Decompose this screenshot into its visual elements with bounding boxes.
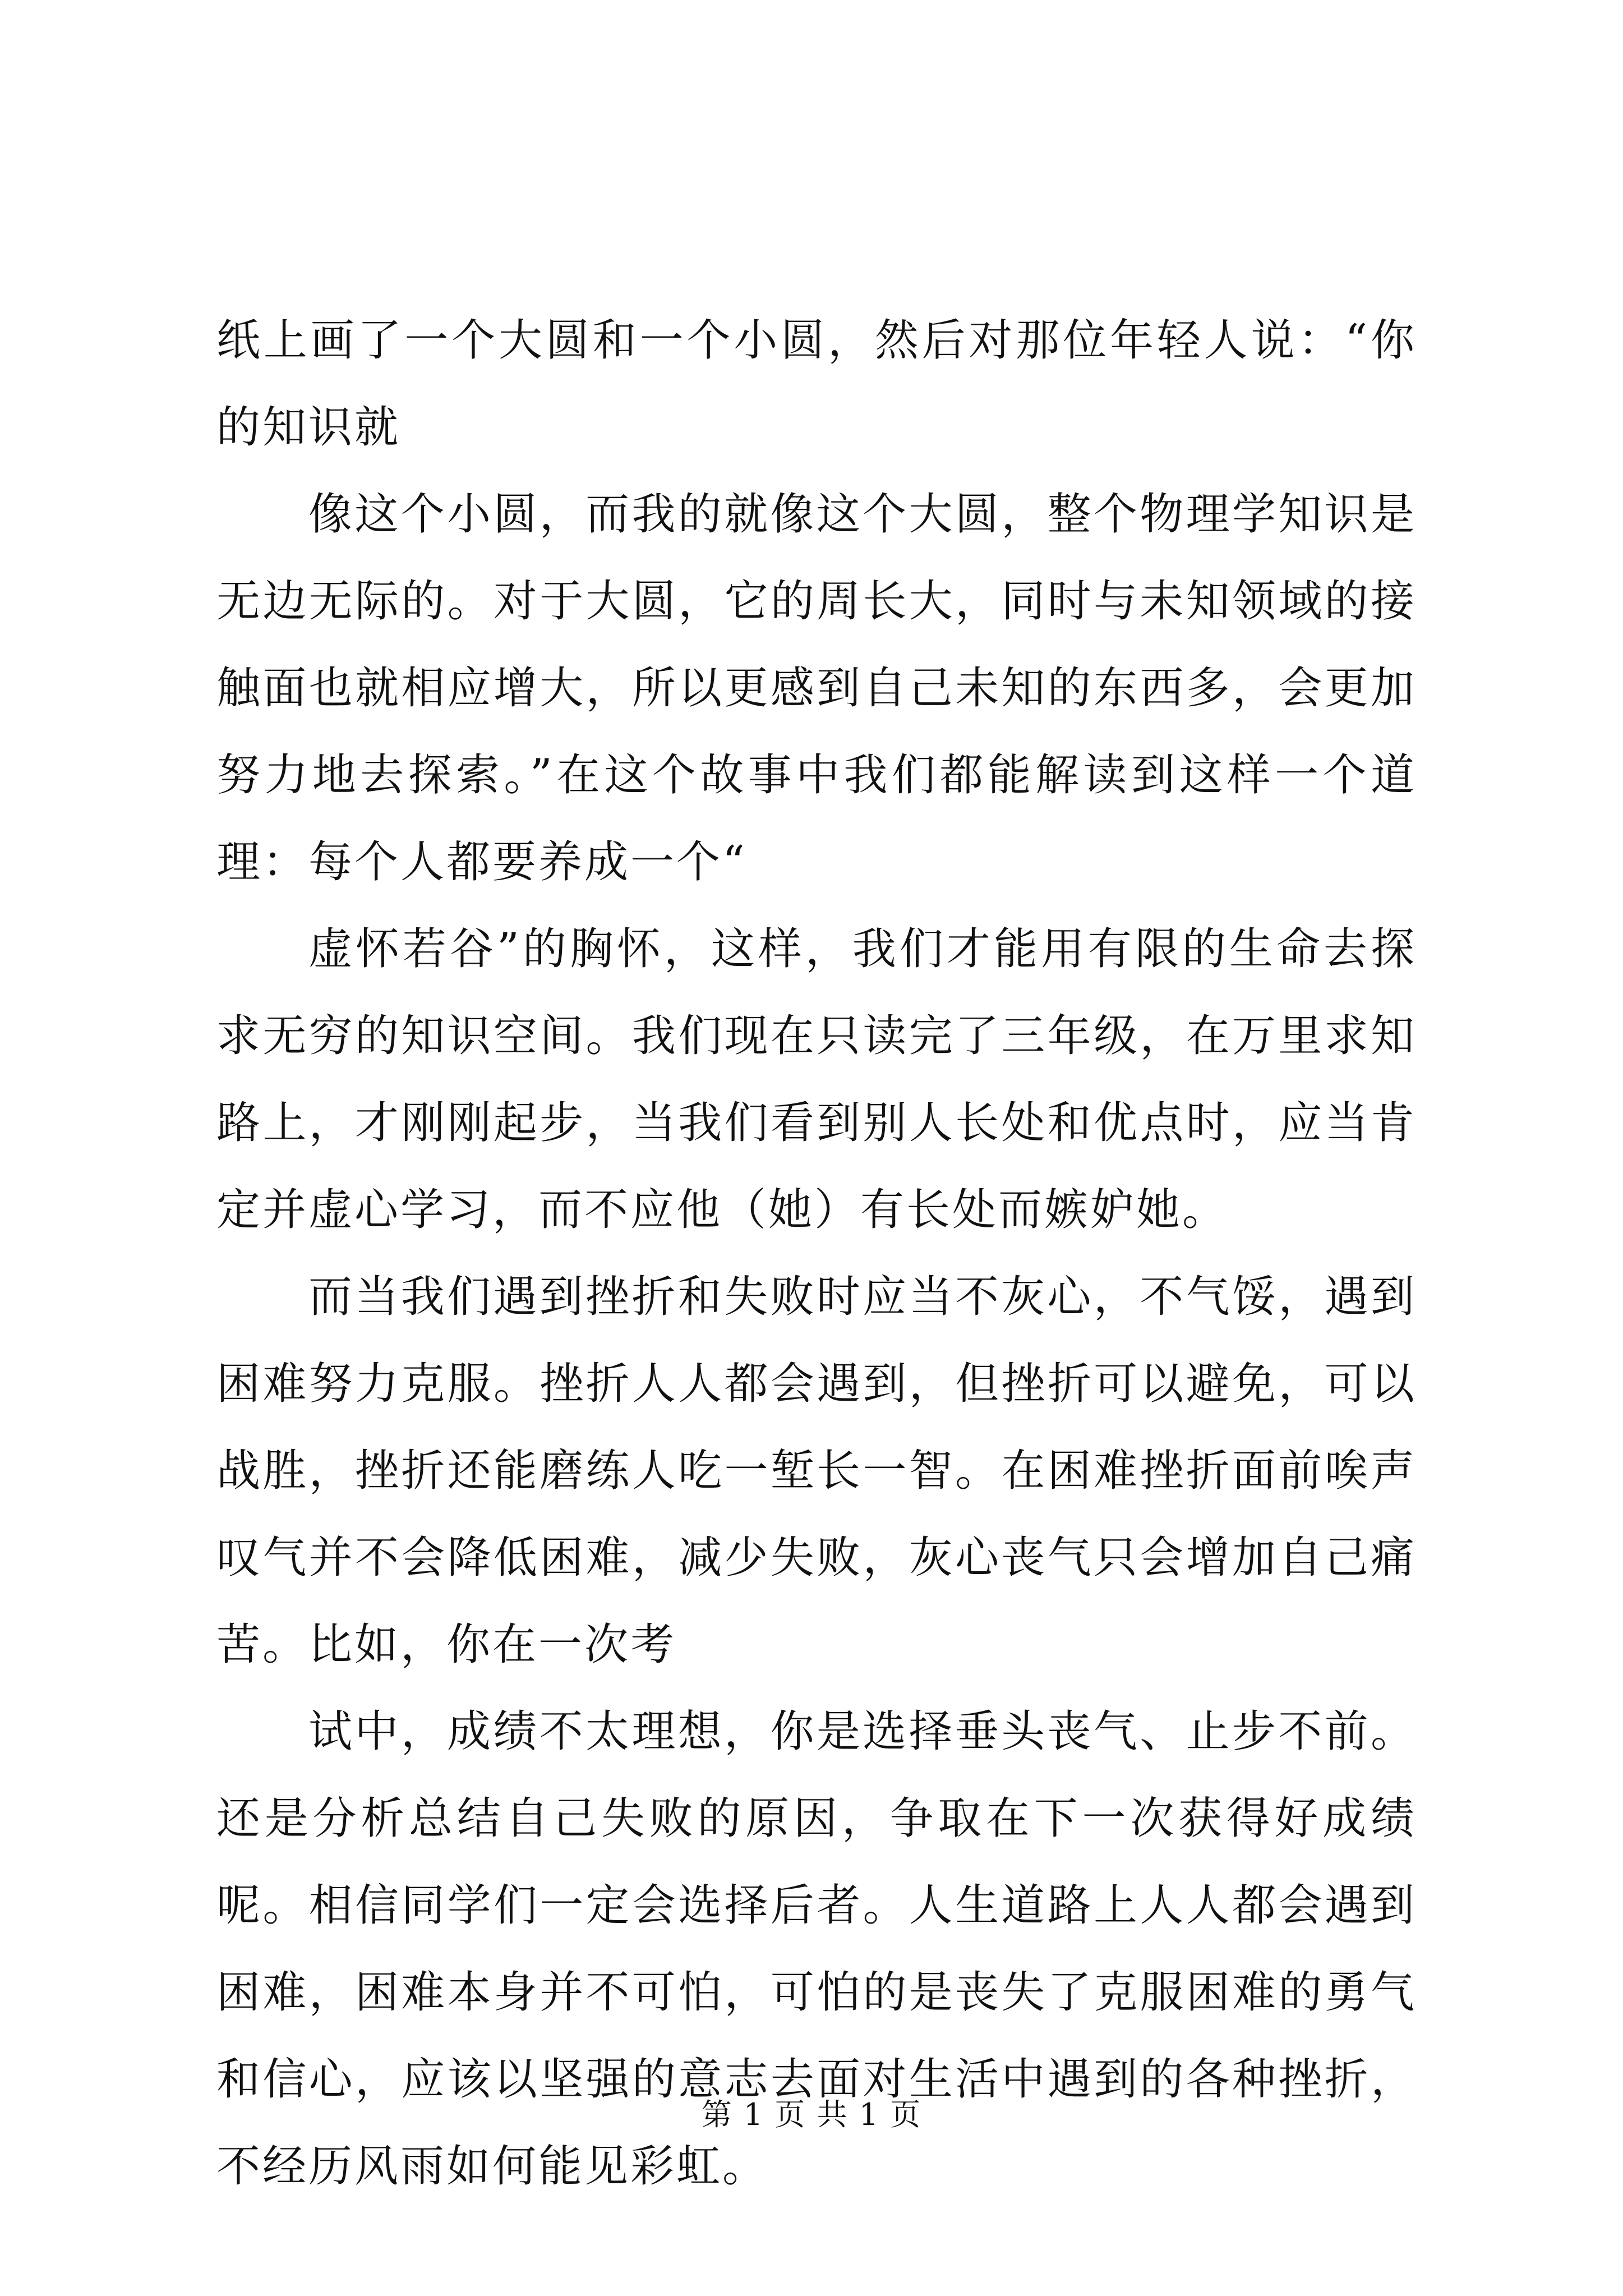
page-number-footer: 第 1 页 共 1 页 bbox=[701, 2097, 922, 2132]
paragraph-2: 像这个小圆，而我的就像这个大圆，整个物理学知识是无边无际的。对于大圆，它的周长大，同时与未知领域的接触面也就相应增大，所以更感到自己未知的东西多，会更加努力地去探索。”在这个故事中我们都能解读到这样一个道理：每个人都要养成一个“ bbox=[216, 489, 1417, 887]
paragraph-4: 而当我们遇到挫折和失败时应当不灰心，不气馁，遇到困难努力克服。挫折人人都会遇到，但挫折可以避免，可以战胜，挫折还能磨练人吃一堑长一智。在困难挫折面前唉声叹气并不会降低困难，减少失败，灰心丧气只会增加自己痛苦。比如，你在一次考 bbox=[216, 1272, 1417, 1670]
paragraph-3: 虚怀若谷”的胸怀，这样，我们才能用有限的生命去探求无穷的知识空间。我们现在只读完了三年级，在万里求知路上，才刚刚起步，当我们看到别人长处和优点时，应当肯定并虚心学习，而不应他（她）有长处而嫉妒她。 bbox=[216, 924, 1417, 1235]
paragraph-5: 试中，成绩不太理想，你是选择垂头丧气、止步不前。还是分析总结自己失败的原因，争取在下一次获得好成绩呢。相信同学们一定会选择后者。人生道路上人人都会遇到困难，困难本身并不可怕，可怕的是丧失了克服困难的勇气和信心，应该以坚强的意志去面对生活中遇到的各种挫折，不经历风雨如何能见彩虹。 bbox=[216, 1706, 1417, 2192]
paragraph-1: 纸上画了一个大圆和一个小圆，然后对那位年轻人说：“你的知识就 bbox=[216, 315, 1417, 453]
document-body bbox=[216, 297, 1417, 2210]
